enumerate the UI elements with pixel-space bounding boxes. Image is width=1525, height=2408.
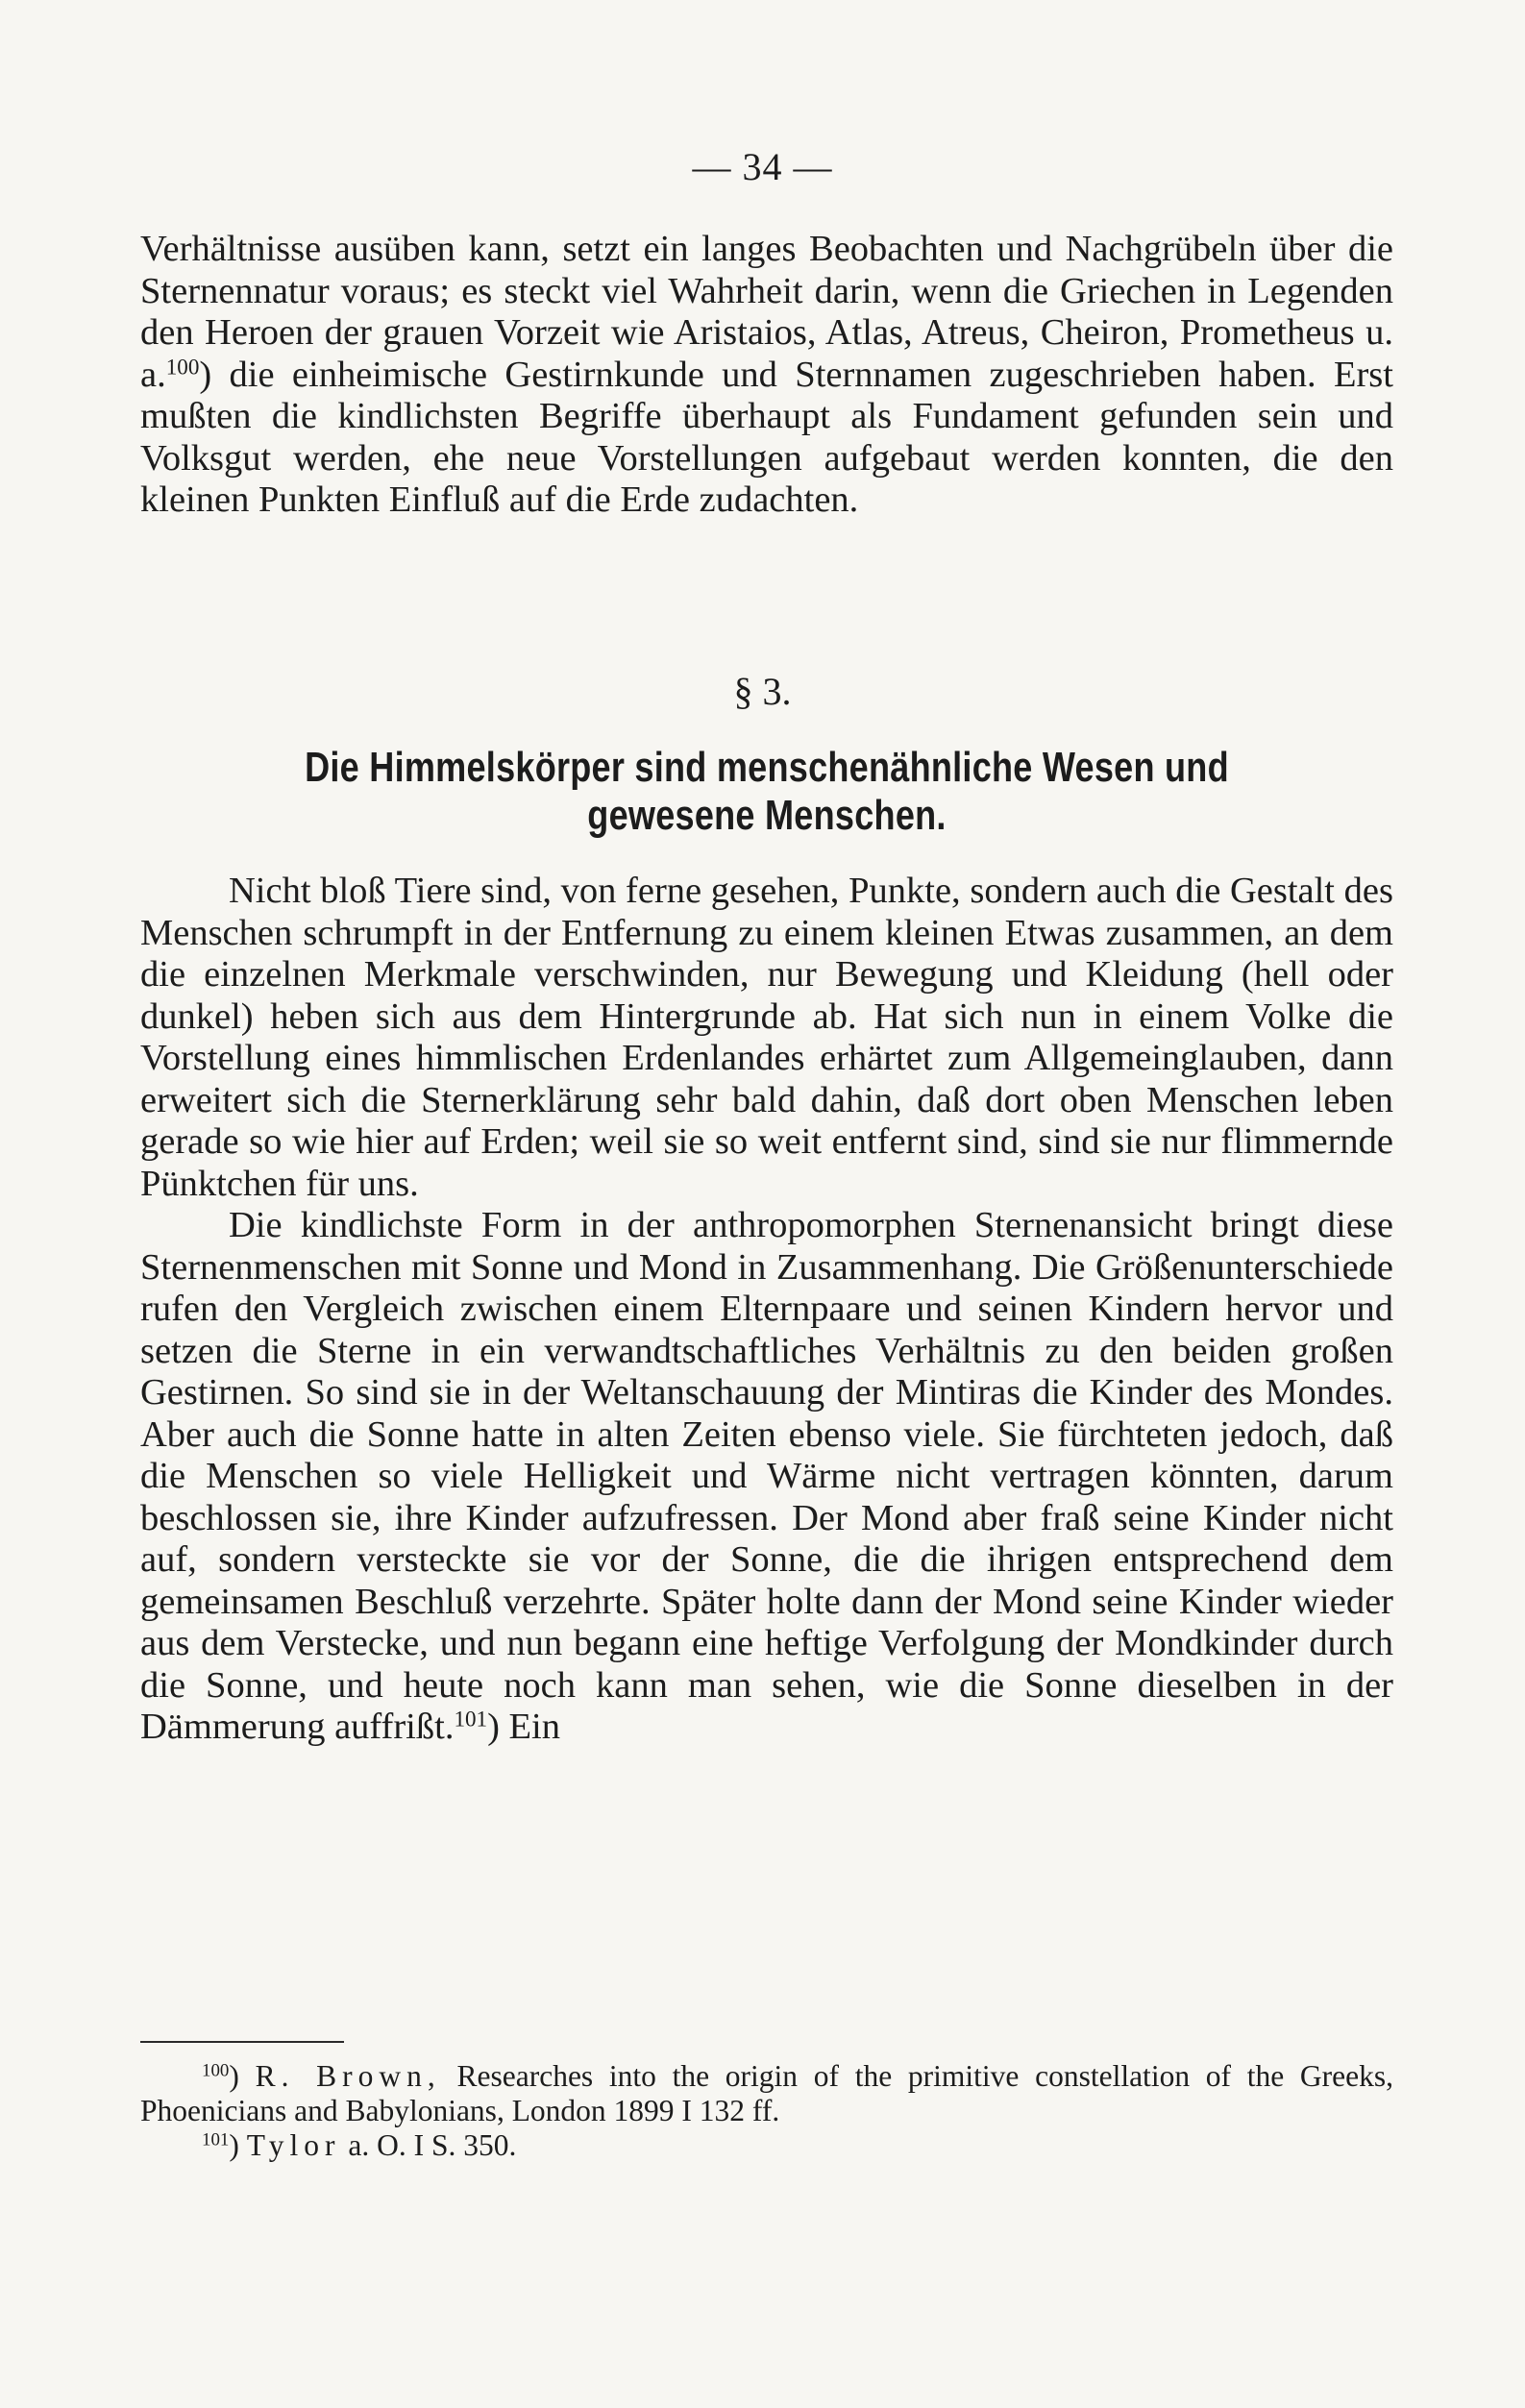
- paragraph-2: Nicht bloß Tiere sind, von ferne gesehen, Punkte, sondern auch die Gestalt des Menschen schrumpft in der Entfernung zu einem kleinen Etwas zusammen, an dem die einzelnen Merkmale verschwinden, nur Bewegung und Kleidung (hell oder dunkel) heben sich aus dem Hintergrunde ab. Hat sich nun in einem Volke die Vorstellung eines himmlischen Erdenlandes erhärtet zum Allgemeinglauben, dann erweitert sich die Sternerklärung sehr bald dahin, daß dort oben Menschen leben gerade so wie hier auf Erden; weil sie so weit entfernt sind, sind sie nur flimmernde Pünktchen für uns.: [140, 871, 1393, 1204]
- footnote-number-close: ): [229, 2059, 239, 2093]
- paragraph-1-text: Verhältnisse ausüben kann, setzt ein langes Beobachten und Nachgrübeln über die Sternennatur voraus; es steckt viel Wahrheit darin, wenn die Griechen in Legenden den Heroen der grauen Vorzeit wie Aristaios, Atlas, Atreus, Cheiron, Prometheus u. a.: [140, 229, 1393, 395]
- footnote-number: 100: [202, 2060, 230, 2081]
- footnote-number: 101: [202, 2129, 230, 2150]
- paragraph-1: [140, 229, 1393, 522]
- paragraph-3-text-end: ) Ein: [487, 1707, 561, 1747]
- paragraph-3-text: Die kindlichste Form in der anthropomorphen Sternenansicht bringt diese Sternenmenschen mit Sonne und Mond in Zusammenhang. Die Größenunterschiede rufen den Vergleich zwischen einem Elternpaare und seinen Kindern hervor und setzen die Sterne in ein verwandtschaftliches Verhältnis zu den beiden großen Gestirnen. So sind sie in der Weltanschauung der Mintiras die Kinder des Mondes. Aber auch die Sonne hatte in alten Zeiten ebenso viele. Sie fürchteten jedoch, daß die Menschen so viele Helligkeit und Wärme nicht vertragen könnten, darum beschlossen sie, ihre Kinder aufzufressen. Der Mond aber fraß seine Kinder nicht auf, sondern versteckte sie vor der Sonne, die die ihrigen entsprechend dem gemeinsamen Beschluß verzehrte. Später holte dann der Mond seine Kinder wieder aus dem Verstecke, und nun begann eine heftige Verfolgung der Mondkinder durch die Sonne, und heute noch kann man sehen, wie die Sonne dieselben in der Dämmerung auffrißt.: [140, 1205, 1393, 1747]
- footnote-ref-101[interactable]: 101: [454, 1706, 488, 1732]
- paragraph-1-text-cont: ) die einheimische Gestirnkunde und Sternnamen zugeschrieben haben. Erst mußten die kindlichsten Begriffe überhaupt als Fundament gefunden sein und Volksgut werden, ehe neue Vorstellungen aufgebaut werden konnten, die den kleinen Punkten Einfluß auf die Erde zudachten.: [140, 354, 1393, 520]
- footnote-author: Tylor: [246, 2128, 341, 2162]
- footnote-text: a. O. I S. 350.: [340, 2128, 517, 2162]
- footnote-author: R. Brown,: [255, 2059, 441, 2093]
- paragraph-3: [140, 1205, 1393, 1749]
- footnote-number-close: ): [229, 2128, 239, 2162]
- section-body: [140, 871, 1393, 1749]
- footnote-text: Researches into the origin of the primitive constellation of the Greeks, Phoenicians and Babylonians, London 1899 I 132 ff.: [140, 2059, 1394, 2127]
- page-number: — 34 —: [692, 145, 833, 188]
- section-title: [253, 744, 1280, 840]
- paragraph-continued: [140, 229, 1393, 522]
- section-title-line-1: Die Himmelskörper sind menschenähnliche Wesen und: [305, 744, 1229, 791]
- footnote-divider: [140, 2041, 344, 2043]
- section-mark: § 3.: [733, 670, 792, 713]
- footnote-ref-100[interactable]: 100: [165, 353, 200, 379]
- footnote-101: [140, 2128, 1393, 2163]
- footnotes: [140, 2059, 1393, 2163]
- footnote-100: [140, 2059, 1393, 2128]
- section-title-line-2: gewesene Menschen.: [587, 792, 947, 839]
